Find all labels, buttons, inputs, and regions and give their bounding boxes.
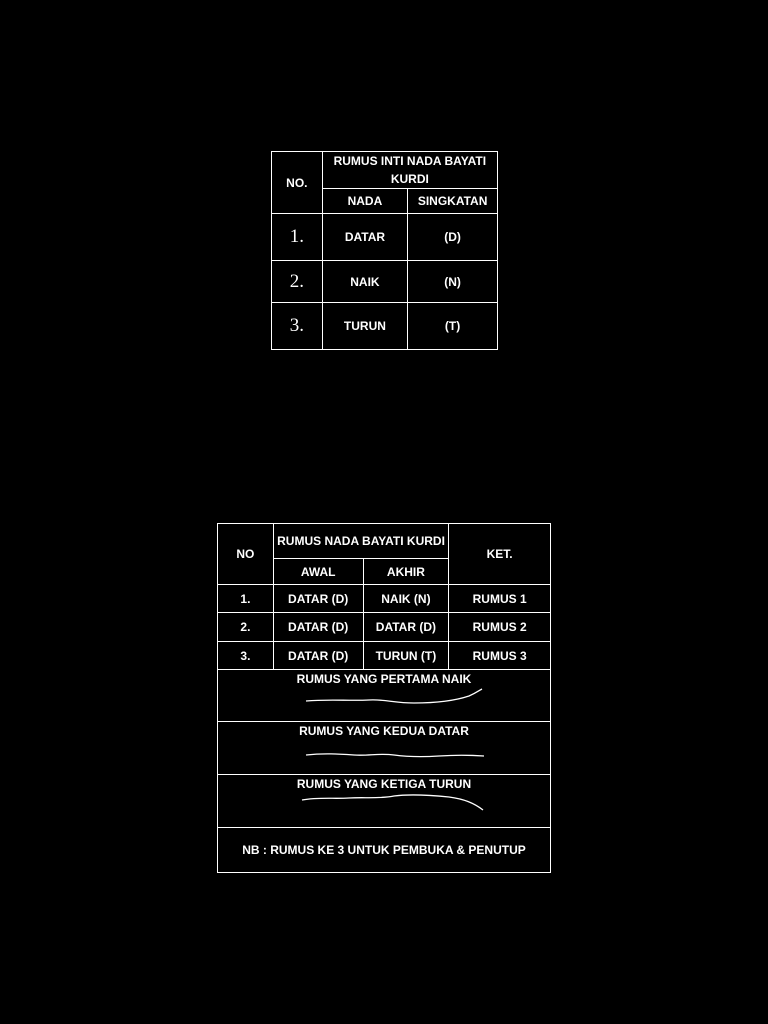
awal-cell: DATAR (D)	[273, 642, 363, 670]
table-row	[272, 261, 498, 303]
rising-curve-icon	[284, 688, 484, 716]
nada-cell: DATAR	[322, 214, 408, 261]
table-row	[218, 585, 551, 613]
nada-cell: NAIK	[322, 261, 408, 303]
akhir-cell: NAIK (N)	[363, 585, 449, 613]
row-number: 3.	[218, 642, 274, 670]
flat-curve-icon	[284, 740, 484, 768]
row-number: 3.	[272, 303, 323, 350]
formula-label: RUMUS YANG KEDUA DATAR	[299, 724, 469, 738]
awal-cell: DATAR (D)	[273, 585, 363, 613]
nada-header: NADA	[322, 189, 408, 214]
table-row	[272, 303, 498, 350]
formula-row-naik	[218, 670, 551, 722]
singkatan-cell: (N)	[408, 261, 498, 303]
ket-header: KET.	[449, 524, 551, 585]
bayati-kurdi-formula-table	[217, 523, 551, 873]
akhir-cell: DATAR (D)	[363, 613, 449, 642]
nada-cell: TURUN	[322, 303, 408, 350]
table-row	[218, 642, 551, 670]
formula-row-datar	[218, 722, 551, 775]
akhir-header: AKHIR	[363, 559, 449, 585]
formula-label: RUMUS YANG PERTAMA NAIK	[296, 672, 472, 686]
ket-cell: RUMUS 1	[449, 585, 551, 613]
note-cell: NB : RUMUS KE 3 UNTUK PEMBUKA & PENUTUP	[218, 828, 551, 873]
no-header: NO	[218, 524, 274, 585]
awal-header: AWAL	[273, 559, 363, 585]
table-row	[218, 613, 551, 642]
no-header: NO.	[272, 152, 323, 214]
akhir-cell: TURUN (T)	[363, 642, 449, 670]
ket-cell: RUMUS 3	[449, 642, 551, 670]
table-row	[272, 214, 498, 261]
singkatan-cell: (D)	[408, 214, 498, 261]
awal-cell: DATAR (D)	[273, 613, 363, 642]
group-header: RUMUS INTI NADA BAYATI KURDI	[322, 152, 497, 189]
singkatan-header: SINGKATAN	[408, 189, 498, 214]
row-number: 2.	[272, 261, 323, 303]
formula-row-turun	[218, 775, 551, 828]
row-number: 2.	[218, 613, 274, 642]
row-number: 1.	[272, 214, 323, 261]
falling-curve-icon	[284, 793, 484, 821]
row-number: 1.	[218, 585, 274, 613]
formula-label: RUMUS YANG KETIGA TURUN	[296, 777, 472, 791]
ket-cell: RUMUS 2	[449, 613, 551, 642]
bayati-kurdi-core-table	[271, 151, 498, 350]
singkatan-cell: (T)	[408, 303, 498, 350]
group-header: RUMUS NADA BAYATI KURDI	[273, 524, 449, 559]
